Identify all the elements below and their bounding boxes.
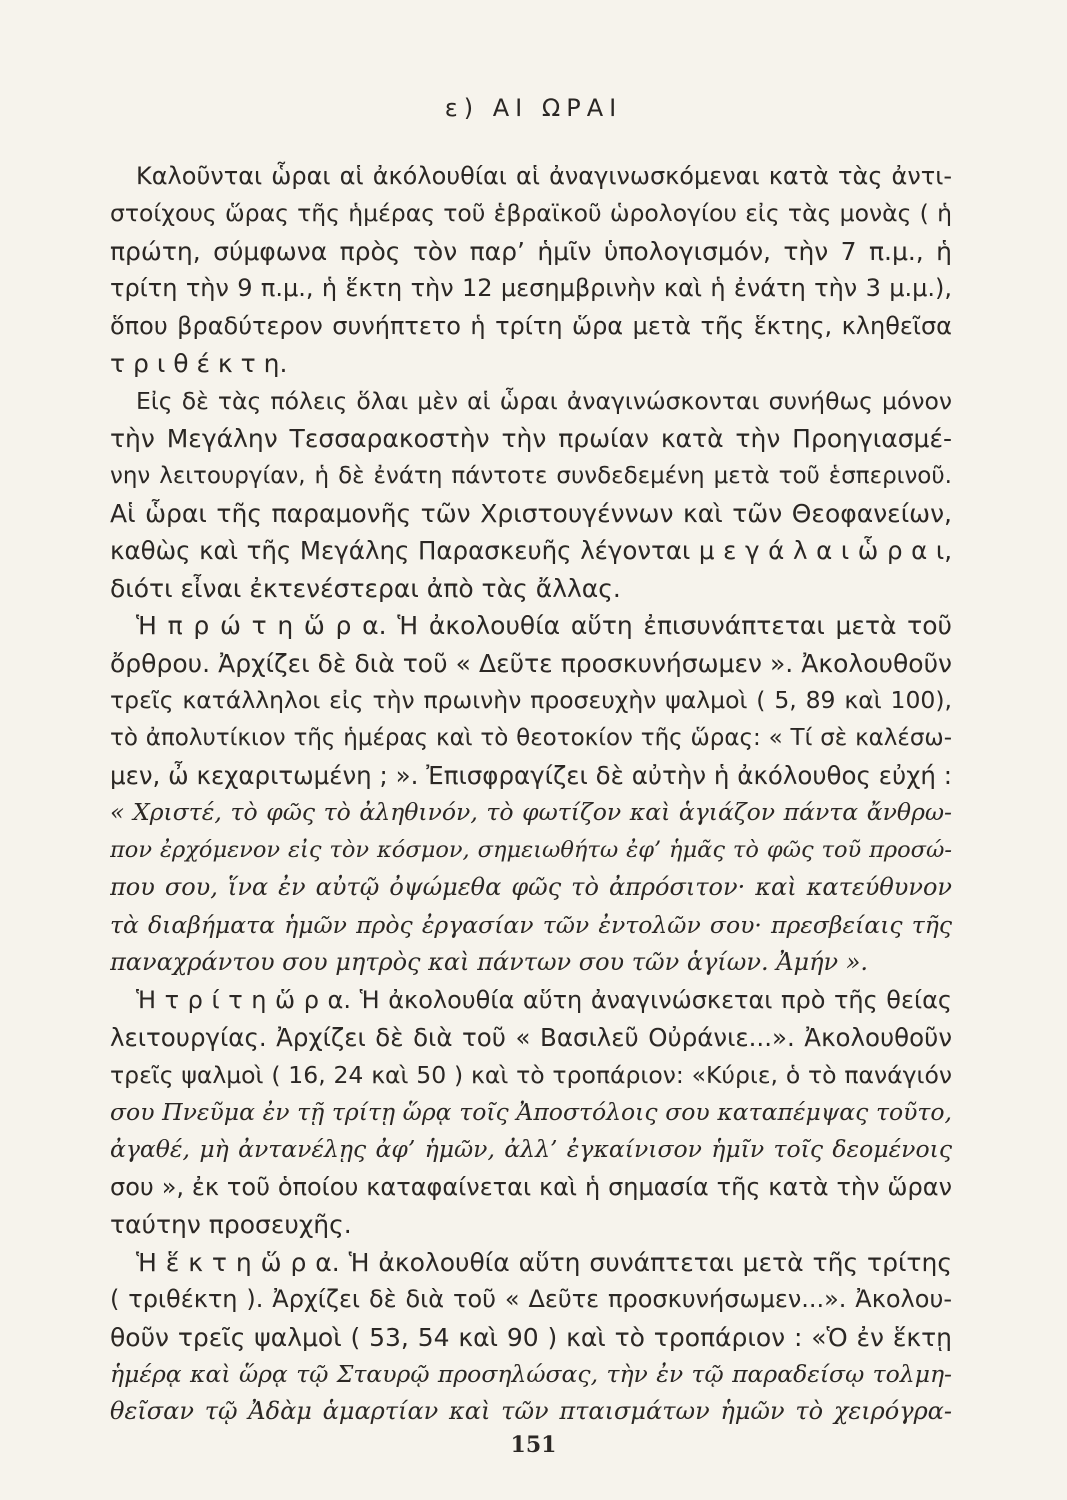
text-line-23: Ἡ τ ρ ί τ η ὥ ρ α. Ἡ ἀκολουθία αὕτη ἀναγινώσκεται πρὸ τῆς θείας [136, 985, 952, 1014]
text-line-32: θοῦν τρεῖς ψαλμοὶ ( 53, 54 καὶ 90 ) καὶ τὸ τροπάριον : «Ὁ ἐν ἕκτῃ [110, 1322, 952, 1352]
page-number: 151 [510, 1432, 557, 1458]
text-line-20: που σου, ἵνα ἐν αὐτῷ ὀψώμεθα φῶς τὸ ἀπρόσιτον· καὶ κατεύθυνον [110, 873, 952, 902]
text-line-18: « Χριστέ, τὸ φῶς τὸ ἀληθινόν, τὸ φωτίζον καὶ ἁγιάζον πάντα ἄνθρω- [110, 798, 952, 827]
text-line-3: πρώτη, σύμφωνα πρὸς τὸν παρ’ ἡμῖν ὑπολογισμόν, τὴν 7 π.μ., ἡ [110, 236, 952, 266]
text-line-28: σου », ἐκ τοῦ ὁποίου καταφαίνεται καὶ ἡ σημασία τῆς κατὰ τὴν ὥραν [110, 1172, 952, 1201]
text-line-21: τὰ διαβήματα ἡμῶν πρὸς ἐργασίαν τῶν ἐντολῶν σου· πρεσβείαις τῆς [110, 910, 952, 939]
text-line-19: πον ἐρχόμενον εἰς τὸν κόσμον, σημειωθήτω ἐφ’ ἡμᾶς τὸ φῶς τοῦ προσώ- [110, 836, 952, 863]
text-line-24: λειτουργίας. Ἀρχίζει δὲ διὰ τοῦ « Βασιλεῦ Οὐράνιε...». Ἀκολουθοῦν [110, 1023, 952, 1053]
text-line-30: Ἡ ἕ κ τ η ὥ ρ α. Ἡ ἀκολουθία αὕτη συνάπτεται μετὰ τῆς τρίτης [136, 1247, 952, 1277]
text-line-6: τ ρ ι θ έ κ τ η. [110, 349, 288, 379]
text-line-31: ( τριθέκτη ). Ἀρχίζει δὲ διὰ τοῦ « Δεῦτε προσκυνήσωμεν...». Ἀκολου- [110, 1285, 952, 1314]
text-line-15: τρεῖς κατάλληλοι εἰς τὴν πρωινὴν προσευχὴν ψαλμοὶ ( 5, 89 καὶ 100), [110, 686, 952, 715]
text-line-17: μεν, ὦ κεχαριτωμένη ; ». Ἐπισφραγίζει δὲ αὐτὴν ἡ ἀκόλουθος εὐχή : [110, 761, 952, 790]
text-line-34: θεῖσαν τῷ Ἀδὰμ ἁμαρτίαν καὶ τῶν πταισμάτων ἡμῶν τὸ χειρόγρα- [110, 1397, 952, 1426]
text-line-22: παναχράντου σου μητρὸς καὶ πάντων σου τῶν ἁγίων. Ἀμήν ». [110, 948, 869, 977]
text-line-16: τὸ ἀπολυτίκιον τῆς ἡμέρας καὶ τὸ θεοτοκίον τῆς ὥρας: « Τί σὲ καλέσω- [110, 724, 952, 751]
text-line-26: σου Πνεῦμα ἐν τῇ τρίτῃ ὥρᾳ τοῖς Ἀποστόλοις σου καταπέμψας τοῦτο, [110, 1097, 952, 1126]
text-line-8: τὴν Μεγάλην Τεσσαρακοστὴν τὴν πρωίαν κατὰ τὴν Προηγιασμέ- [110, 424, 952, 454]
text-line-33: ἡμέρᾳ καὶ ὥρᾳ τῷ Σταυρῷ προσηλώσας, τὴν ἐν τῷ παραδείσῳ τολμη- [110, 1360, 952, 1388]
text-line-13: Ἡ π ρ ώ τ η ὥ ρ α. Ἡ ἀκολουθία αὕτη ἐπισυνάπτεται μετὰ τοῦ [136, 611, 952, 641]
text-line-10: Αἱ ὧραι τῆς παραμονῆς τῶν Χριστουγέννων καὶ τῶν Θεοφανείων, [110, 498, 952, 528]
text-line-7: Εἰς δὲ τὰς πόλεις ὅλαι μὲν αἱ ὧραι ἀναγινώσκονται συνήθως μόνον [136, 386, 952, 415]
section-heading: ε) ΑΙ ΩΡΑΙ [444, 94, 623, 122]
text-line-29: ταύτην προσευχῆς. [110, 1210, 352, 1240]
text-line-4: τρίτη τὴν 9 π.μ., ἡ ἕκτη τὴν 12 μεσημβρινὴν καὶ ἡ ἐνάτη τὴν 3 μ.μ.), [110, 274, 952, 303]
text-line-11: καθὼς καὶ τῆς Μεγάλης Παρασκευῆς λέγονται μ ε γ ά λ α ι ὧ ρ α ι, [110, 536, 952, 566]
text-line-5: ὅπου βραδύτερον συνήπτετο ἡ τρίτη ὥρα μετὰ τῆς ἕκτης, κληθεῖσα [110, 311, 952, 340]
text-line-27: ἀγαθέ, μὴ ἀντανέλῃς ἀφ’ ἡμῶν, ἀλλ’ ἐγκαίνισον ἡμῖν τοῖς δεομένοις [110, 1135, 952, 1164]
text-line-14: ὄρθρου. Ἀρχίζει δὲ διὰ τοῦ « Δεῦτε προσκυνήσωμεν ». Ἀκολουθοῦν [110, 648, 952, 678]
text-line-2: στοίχους ὥρας τῆς ἡμέρας τοῦ ἑβραϊκοῦ ὡρολογίου εἰς τὰς μονὰς ( ἡ [110, 199, 952, 228]
body-text [110, 158, 952, 1431]
text-line-9: νην λειτουργίαν, ἡ δὲ ἐνάτη πάντοτε συνδεδεμένη μετὰ τοῦ ἑσπερινοῦ. [110, 462, 952, 489]
text-line-1: Καλοῦνται ὧραι αἱ ἀκόλουθίαι αἱ ἀναγινωσκόμεναι κατὰ τὰς ἀντι- [136, 162, 952, 190]
text-line-12: διότι εἶναι ἐκτενέστεραι ἀπὸ τὰς ἄλλας. [110, 573, 621, 603]
text-line-25: τρεῖς ψαλμοὶ ( 16, 24 καὶ 50 ) καὶ τὸ τροπάριον: «Κύριε, ὁ τὸ πανάγιόν [110, 1060, 952, 1089]
